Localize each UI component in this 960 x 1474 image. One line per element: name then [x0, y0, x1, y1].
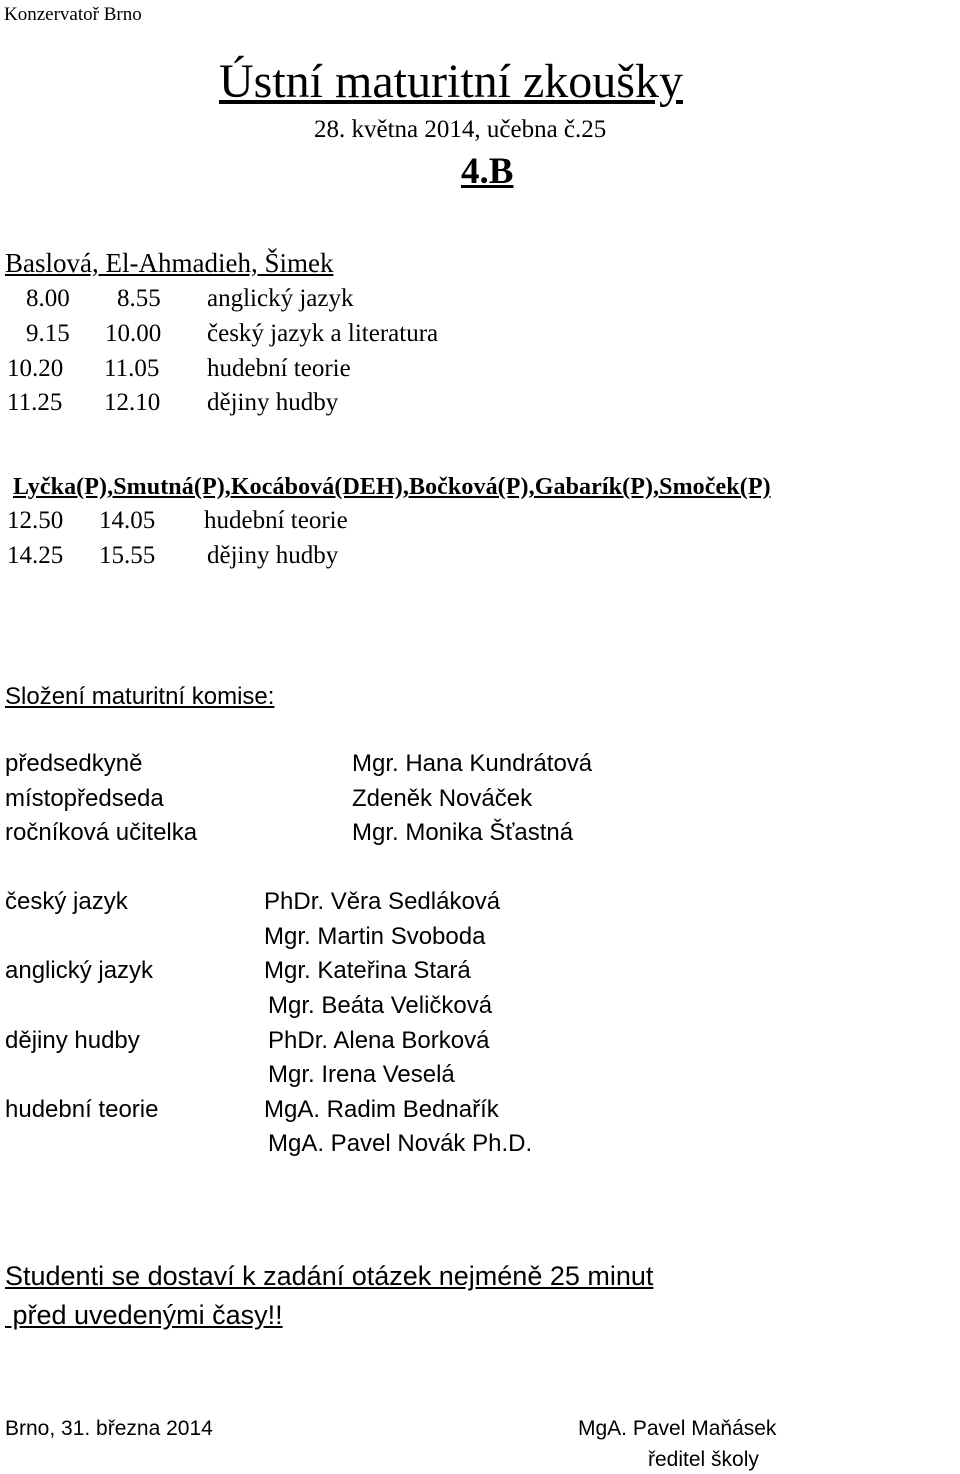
committee-heading: Složení maturitní komise:	[5, 683, 275, 710]
group1-row-start: 8.00	[26, 285, 70, 312]
committee-member: Mgr. Hana Kundrátová	[352, 750, 593, 777]
group2-row-subject: dějiny hudby	[207, 542, 339, 569]
examiner-subject: dějiny hudby	[5, 1027, 140, 1054]
examiner-name: Mgr. Kateřina Stará	[264, 957, 471, 984]
examiner-name: PhDr. Věra Sedláková	[264, 888, 501, 915]
group2-students: Lyčka(P),Smutná(P),Kocábová(DEH),Bočková(P),Gabarík(P),Smoček(P)	[13, 474, 771, 500]
examiner-subject: hudební teorie	[5, 1096, 159, 1123]
group1-row-end: 11.05	[104, 355, 160, 382]
examiner-name: PhDr. Alena Borková	[268, 1027, 490, 1054]
group1-row-subject: český jazyk a literatura	[207, 320, 439, 347]
group1-students: Baslová, El-Ahmadieh, Šimek	[5, 248, 334, 278]
class-label: 4.B	[461, 151, 514, 192]
examiner-name: Mgr. Beáta Veličková	[268, 992, 493, 1019]
group1-row-end: 12.10	[104, 389, 161, 416]
group1-row-start: 9.15	[26, 320, 70, 347]
group2-row-start: 14.25	[7, 542, 64, 569]
examiner-subject: anglický jazyk	[5, 957, 154, 984]
school-name: Konzervatoř Brno	[4, 4, 142, 25]
exam-date-room: 28. května 2014, učebna č.25	[314, 116, 607, 143]
group1-row-end: 10.00	[105, 320, 162, 347]
signatory-name: MgA. Pavel Maňásek	[578, 1417, 777, 1440]
committee-role: ročníková učitelka	[5, 819, 198, 846]
examiner-name: MgA. Pavel Novák Ph.D.	[268, 1130, 533, 1157]
group2-row-subject: hudební teorie	[204, 507, 348, 534]
group2-row-end: 15.55	[99, 542, 156, 569]
group1-row-start: 10.20	[7, 355, 64, 382]
committee-role: místopředseda	[5, 785, 164, 812]
committee-member: Mgr. Monika Šťastná	[352, 819, 574, 846]
group1-row-subject: dějiny hudby	[207, 389, 339, 416]
group2-row-start: 12.50	[7, 507, 64, 534]
signatory-title: ředitel školy	[648, 1448, 759, 1471]
group1-row-end: 8.55	[117, 285, 161, 312]
group1-row-subject: hudební teorie	[207, 355, 351, 382]
examiner-name: Mgr. Martin Svoboda	[264, 923, 486, 950]
examiner-subject: český jazyk	[5, 888, 128, 915]
group1-row-subject: anglický jazyk	[207, 285, 354, 312]
committee-member: Zdeněk Nováček	[352, 785, 533, 812]
group1-row-start: 11.25	[7, 389, 63, 416]
group2-row-end: 14.05	[99, 507, 156, 534]
document-title: Ústní maturitní zkoušky	[219, 55, 683, 108]
notice-line-2: před uvedenými časy!!	[5, 1300, 283, 1330]
committee-role: předsedkyně	[5, 750, 143, 777]
examiner-name: MgA. Radim Bednařík	[264, 1096, 499, 1123]
notice-line-1: Studenti se dostaví k zadání otázek nejméně 25 minut	[5, 1261, 654, 1291]
examiner-name: Mgr. Irena Veselá	[268, 1061, 455, 1088]
place-date: Brno, 31. března 2014	[5, 1417, 213, 1440]
